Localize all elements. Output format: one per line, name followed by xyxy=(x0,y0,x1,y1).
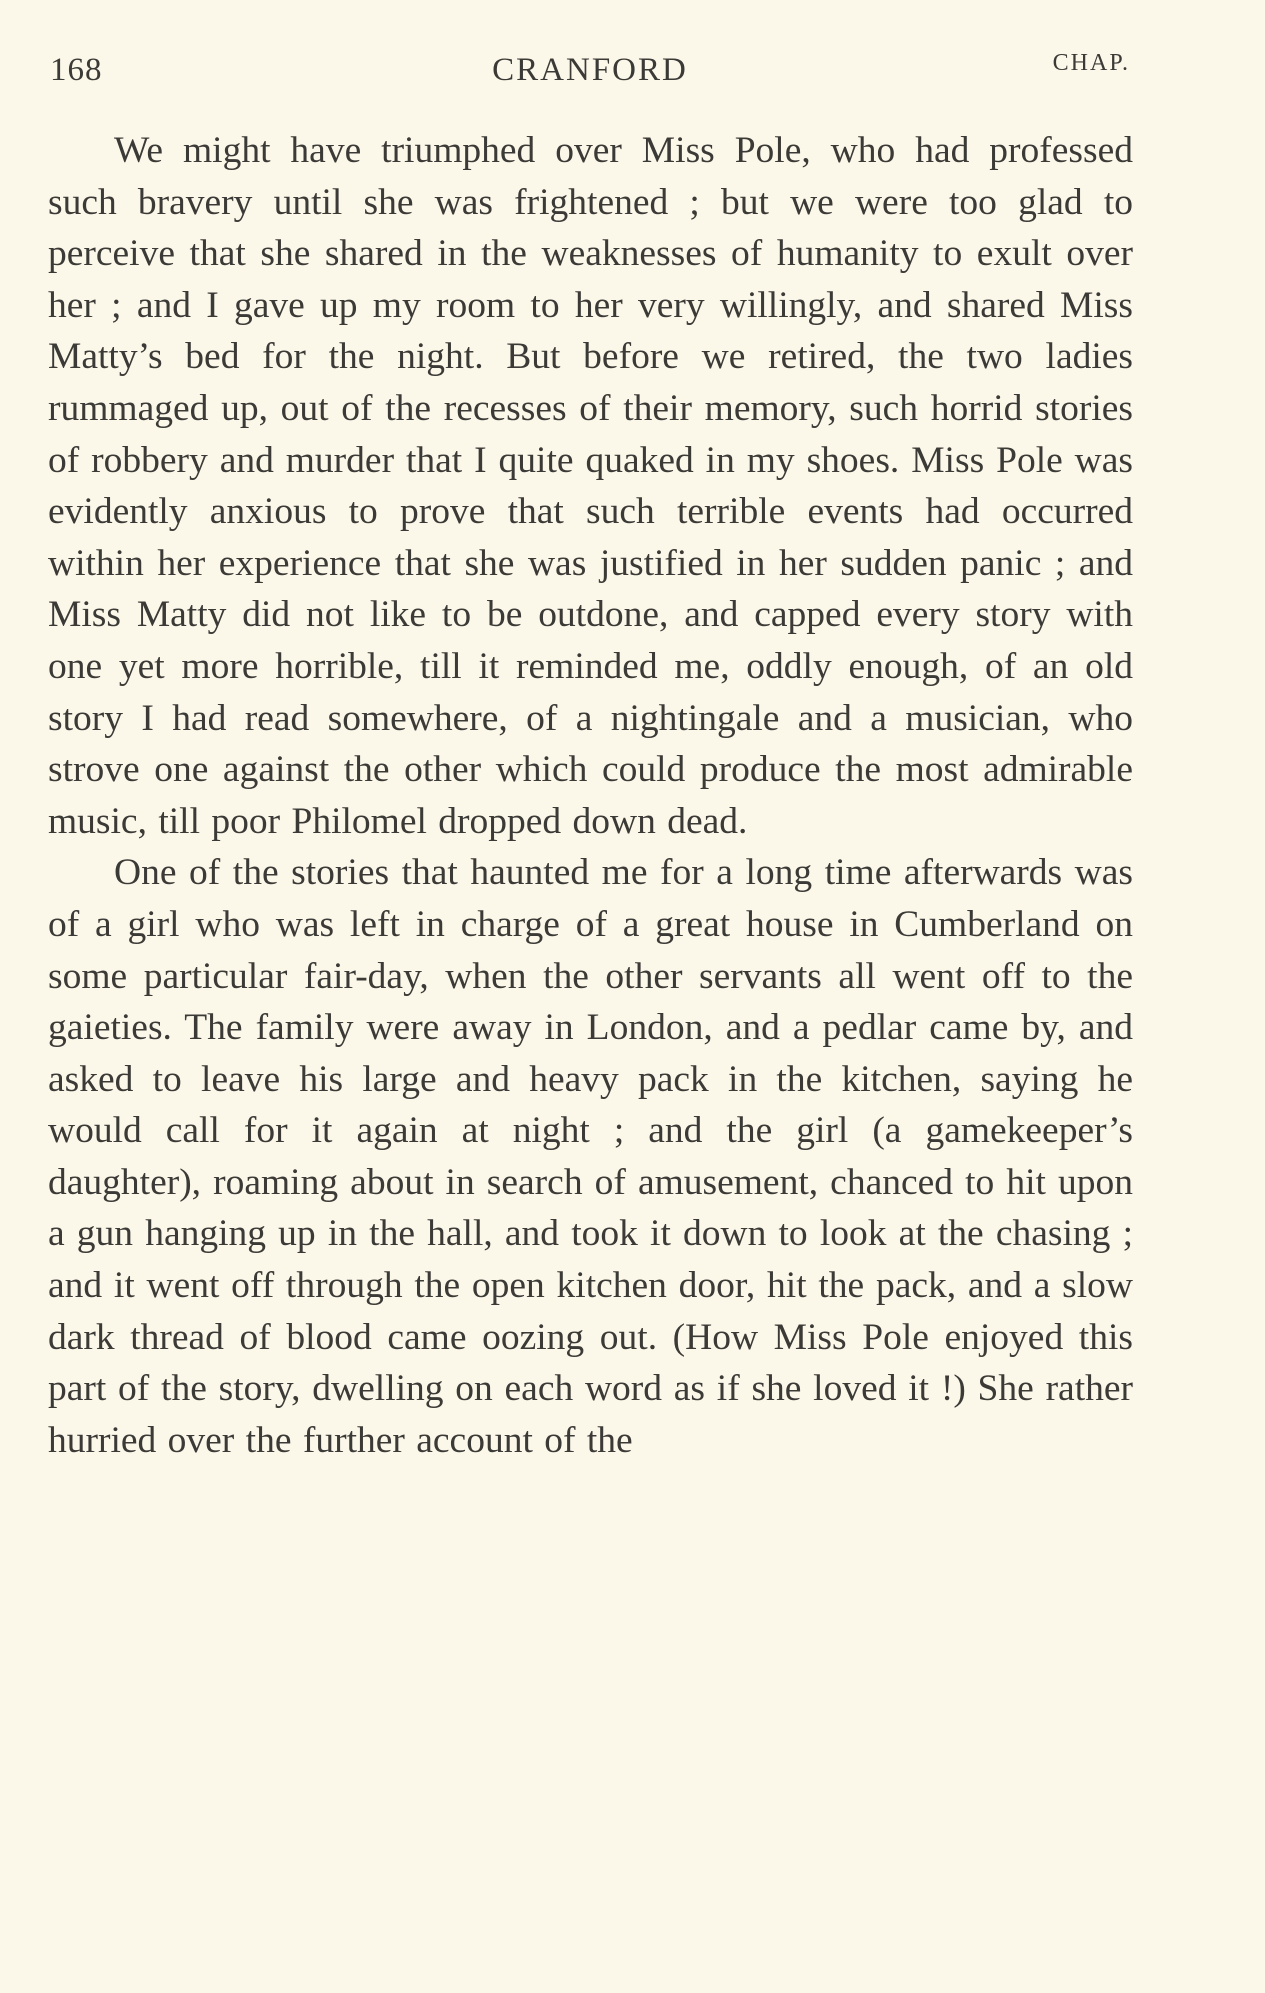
chapter-label: CHAP. xyxy=(1052,50,1130,76)
running-head xyxy=(50,52,1130,102)
book-title: CRANFORD xyxy=(492,52,688,88)
page-number: 168 xyxy=(50,52,103,88)
paragraph: We might have triumphed over Miss Pole, who had professed such bravery until she was frightened ; but we were too glad to perceive that she shared in the weaknesses of humanity to exult over her ; and I gave up my room to her very willingly, and shared Miss Matty’s bed for the night. But before we retired, the two ladies rummaged up, out of the recesses of their memory, such horrid stories of robbery and murder that I quite quaked in my shoes. Miss Pole was evidently anxious to prove that such terrible events had occurred within her experience that she was justified in her sudden panic ; and Miss Matty did not like to be outdone, and capped every story with one yet more horrible, till it reminded me, oddly enough, of an old story I had read somewhere, of a nightingale and a musician, who strove one against the other which could produce the most admirable music, till poor Philomel dropped down dead. xyxy=(48,130,1133,842)
paragraph: One of the stories that haunted me for a long time afterwards was of a girl who was left in charge of a great house in Cumberland on some particular fair-day, when the other servants all went off to the gaieties. The family were away in London, and a pedlar came by, and asked to leave his large and heavy pack in the kitchen, saying he would call for it again at night ; and the girl (a gamekeeper’s daughter), roaming about in search of amusement, chanced to hit upon a gun hanging up in the hall, and took it down to look at the chasing ; and it went off through the open kitchen door, hit the pack, and a slow dark thread of blood came oozing out. (How Miss Pole enjoyed this part of the story, dwelling on each word as if she loved it !) She rather hurried over the further account of the xyxy=(48,852,1133,1461)
text-body xyxy=(48,125,1133,1466)
